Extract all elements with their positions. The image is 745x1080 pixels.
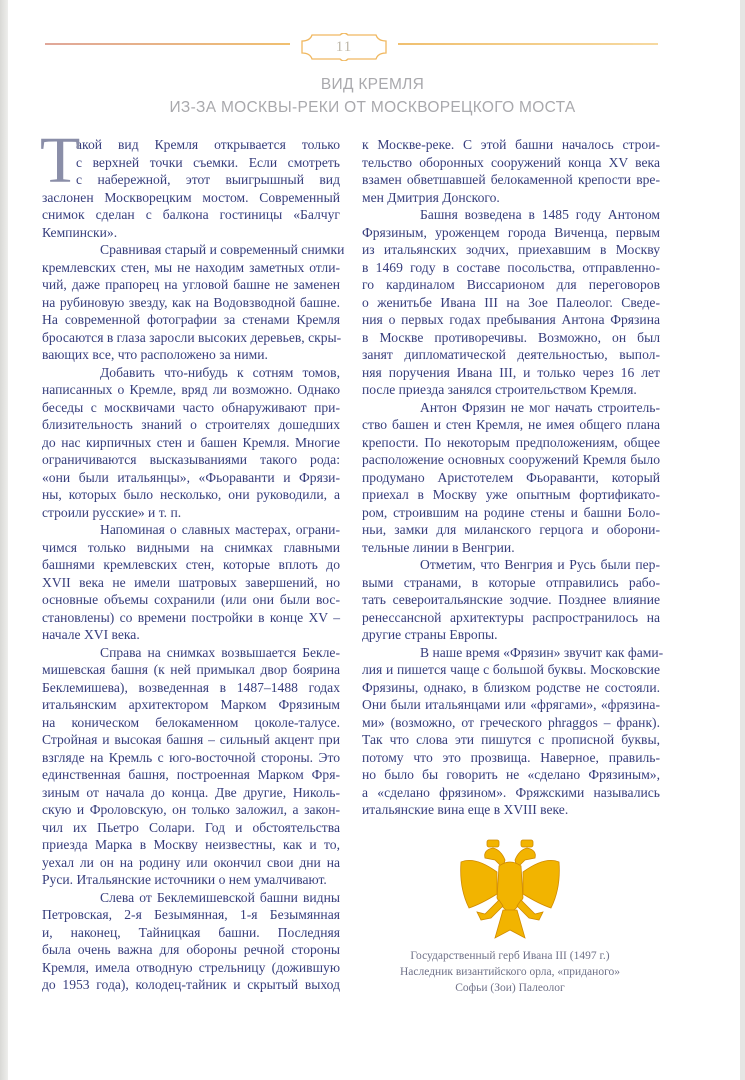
text-line: ство башен и стен Кремля, не имея общего плана [362,417,660,432]
text-line: но было бы говорить не «сделано Фрязиным», [362,767,660,782]
text-line: написанных о Кремле, вряд ли возможно. Однако [42,382,340,397]
text-line: потому что это прозвища. Наверное, правиль- [362,749,660,765]
scan-page-edge [0,0,8,1080]
text-line: до 1953 года), колодец-тайник и скрытый выход [42,977,340,992]
text-line: Антон Фрязин не мог начать строитель- [420,399,660,415]
text-line: взгляде на Кремль с юго-восточной стороны. Это [42,749,340,765]
text-line: Добавить что-нибудь к сотням томов, [100,364,340,380]
text-line: Кемпински». [42,224,118,240]
text-line: итальянские вина еще в XVIII веке. [362,802,569,817]
text-line: Справа на снимках возвышается Бекле- [100,644,340,660]
text-line: с набережной, этот выигрышный вид [76,172,340,187]
text-line: занят дипломатической деятельностью, выпол- [362,347,660,362]
text-line: а «сделано фрязином». Фряжскими назывались [362,784,660,800]
scan-page-edge-right [740,0,745,1080]
text-line: крепости. По некоторым предположениям, общее [362,434,660,450]
text-line: чил их Пьетро Солари. Год и обстоятельства [42,819,340,835]
text-line: чий, даже прапорец на угловой башне не заменен [42,277,340,292]
caption-line: Наследник византийского орла, «приданого» [400,966,620,978]
text-line: беседы с москвичами часто обнаруживают при- [42,399,340,415]
header-rule-right [398,43,658,45]
text-line: Они были итальянцами или «фрягами», «фрязина- [362,697,660,712]
text-line: единственная башня, построенная Марком Фря- [42,767,340,782]
text-line: Фрязиным, уроженцем города Виченца, первым [362,224,660,240]
text-line: о женитьбе Ивана III на Зое Палеолог. Сведе- [362,294,660,310]
text-line: взамен обветшавшей белокаменной крепости вре- [362,172,660,187]
text-line: расположение основных сооружений Кремля было [362,452,660,467]
text-line: уехал ли он на родину или окончил свои дни на [42,854,340,870]
text-line: ньи, замки для миланского герцога и оборони- [362,522,660,537]
text-line: продумано Аристотелем Фьораванти, который [362,469,660,485]
text-line: Руси. Итальянские источники о нем умалчивают. [42,872,327,887]
article-title-line2: ИЗ-ЗА МОСКВЫ-РЕКИ ОТ МОСКВОРЕЦКОГО МОСТА [169,99,576,116]
text-line: приезда Марка в Москву неизвестны, как и то, [42,837,340,852]
text-line: тельство оборонных сооружений конца XV века [362,154,660,170]
drop-cap: Т [40,124,81,197]
text-line: Петровская, 2-я Безымянная, 1-я Безымянная [42,907,340,922]
text-line: чимся только видными на снимках главными [42,539,340,555]
text-line: акой вид Кремля открывается только [76,137,340,152]
article-title-line1: ВИД КРЕМЛЯ [320,76,425,93]
text-line: ми» (возможно, от греческого phraggos – франк). [362,714,660,730]
text-line: итальянским архитектором Марком Фрязиным [42,697,340,712]
text-line: приехал в Москву уже опытным фортификато- [362,487,660,502]
caption-line: Государственный герб Ивана III (1497 г.) [410,950,610,962]
text-line: выми странами, в которые отправились рабо- [362,574,660,590]
text-line: Слева от Беклемишевской башни видны [100,889,340,905]
text-line: тать североитальянские зодчие. Позднее влияние [362,592,660,607]
text-line: «они были итальянцы», «Фьораванти и Фрязи- [42,469,340,485]
text-line: В наше время «Фрязин» звучит как фами- [420,644,664,660]
text-line: снимок сделан с балкона гостиницы «Балчуг [42,207,340,222]
text-line: на коническом белокаменном цоколе-талусе. [42,714,340,730]
text-line: скую и Фроловскую, он только заложил, а закон- [42,802,340,817]
text-line: тельные линии в Венгрии. [362,539,515,555]
text-line: зиным от начала до конца. Две другие, Николь- [42,784,340,800]
text-line: из итальянских зодчих, приехавшим в Москву [362,242,660,257]
text-line: мишевская башня (к ней примыкал двор боярина [42,662,340,677]
text-line: ром, строившим на родине стены и башни Боло- [362,504,660,520]
text-line: Так что слова эти пишутся с прописной буквы, [362,732,660,747]
page-number: 11 [335,39,353,55]
caption-line: Софьи (Зои) Палеолог [455,982,565,994]
text-line: Фрязины, однако, в близком родстве не состояли. [362,679,660,695]
text-line: в Москве противоречивы. Возможно, он был [362,329,660,345]
text-line: становлены) со времени постройки в конце XV – [42,609,340,625]
text-line: Беклемишева), возведенная в 1487–1488 годах [42,679,340,695]
text-line: На современной фотографии за стенами Кремля [42,312,340,327]
text-line: Башня возведена в 1485 году Антоном [420,207,660,222]
text-line: близительность знаний о строителях дошедших [42,417,340,432]
text-line: с верхней точки съемки. Если смотреть [76,154,340,170]
text-line: Отметим, что Венгрия и Русь были пер- [420,557,660,572]
text-line: Стройная и высокая башня – сильный акцент при [42,732,340,747]
text-line: Сравнивая старый и современный снимки [100,242,345,257]
text-line: XVII века не имели шатровых завершений, но [42,574,340,590]
text-line: бросаются в глаза заросли высоких деревьев, скры- [42,329,342,345]
text-line: вающих все, что расположено за ними. [42,347,268,362]
text-line: после приезда занялся строительством Кремля. [362,382,637,397]
text-line: ограничиваются высказываниями такого рода: [42,452,340,467]
text-line: лия и пишется чаще с большой буквы. Московские [362,662,660,677]
text-line: Напоминая о славных мастерах, ограни- [100,522,340,537]
text-line: на рубиновую звезду, как на Водовзводной башне. [42,294,340,310]
text-line: няя поручения Ивана III, и только через 16 лет [362,364,660,380]
text-line: заслонен Москворецким мостом. Современный [42,189,340,205]
text-line: другие страны Европы. [362,627,498,642]
text-line: и, наконец, Тайницкая башни. Последняя [42,924,340,940]
text-line: ны, которых было несколько, они руководили, а [42,487,340,502]
text-line: до нас кирпичных стен и башен Кремля. Многие [42,434,340,450]
text-line: основные объемы сохранили (или они были вос- [42,592,340,607]
text-line: была очень важна для обороны речной стороны [42,942,340,957]
text-line: к Москве-реке. С этой башни началось строи- [362,137,660,152]
text-line: го кардиналом Виссарионом для переговоров [362,277,660,292]
text-line: ния о первых годах пребывания Антона Фрязина [362,312,660,327]
text-line: строили русские» и т. п. [42,504,182,520]
text-line: Кремля, имела отводную стрельницу (дожившую [42,959,340,975]
right-text-column [362,136,664,819]
text-line: начале XVI века. [42,627,140,642]
text-line: ренессансной архитектуры распространилось на [362,609,660,625]
text-line: башнями кремлевских стен, которые вплоть до [42,557,340,572]
text-line: в 1469 году в составе посольства, отправленно- [362,259,660,275]
page-number-frame [296,33,392,61]
text-line: мен Дмитрия Донского. [362,189,500,205]
text-line: кремлевских стен, мы не находим заметных отли- [42,259,340,275]
left-text-column [40,124,345,994]
double-headed-eagle-icon [455,838,565,946]
header-rule-left [45,43,290,45]
figure-caption [380,948,640,996]
